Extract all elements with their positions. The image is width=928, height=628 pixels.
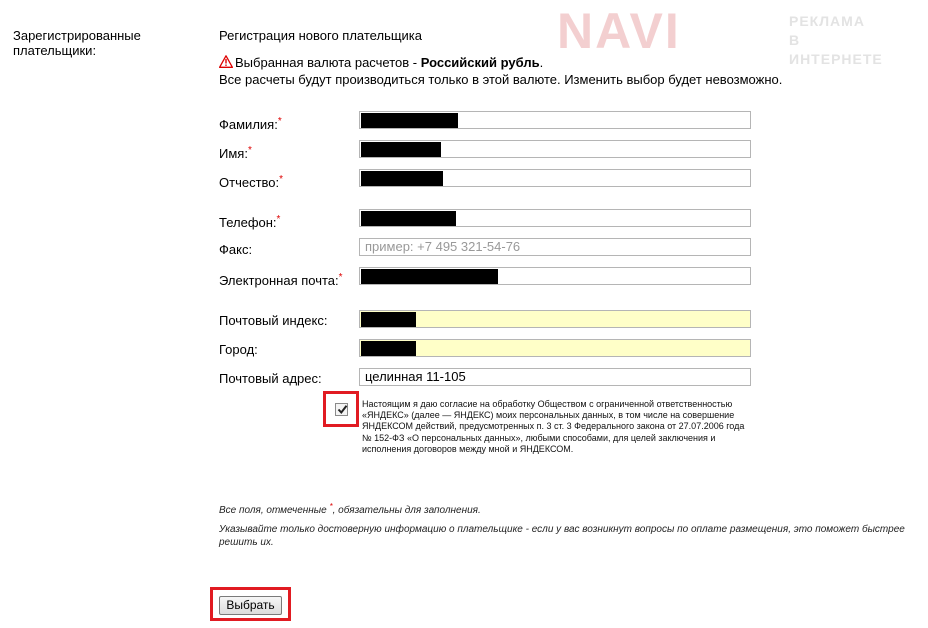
submit-highlight	[210, 587, 291, 621]
patronymic-label: Отчество:*	[219, 174, 284, 190]
currency-name: Российский рубль	[420, 55, 540, 70]
phone-input[interactable]	[359, 209, 751, 227]
consent-checkbox[interactable]	[335, 403, 348, 416]
address-label: Почтовый адрес:	[219, 371, 322, 386]
patronymic-input[interactable]	[359, 169, 751, 187]
fax-label: Факс:	[219, 242, 253, 257]
select-button[interactable]: Выбрать	[219, 596, 282, 615]
registered-payers-label: Зарегистрированные плательщики:	[13, 28, 141, 58]
warning-icon	[219, 55, 233, 68]
watermark-logo-text: NAVI	[557, 3, 681, 59]
city-label: Город:	[219, 342, 258, 357]
watermark-tagline: РЕКЛАМА В ИНТЕРНЕТЕ	[789, 13, 883, 67]
redacted-value	[361, 113, 458, 128]
postal-code-label: Почтовый индекс:	[219, 313, 328, 328]
fax-input[interactable]: пример: +7 495 321-54-76	[359, 238, 751, 256]
first-name-label: Имя:*	[219, 145, 252, 161]
address-input[interactable]: целинная 11-105	[359, 368, 751, 386]
postal-code-input[interactable]	[359, 310, 751, 328]
consent-highlight	[323, 391, 359, 427]
first-name-input[interactable]	[359, 140, 751, 158]
last-name-input[interactable]	[359, 111, 751, 129]
email-label: Электронная почта:*	[219, 272, 343, 288]
redacted-value	[361, 269, 498, 284]
redacted-value	[361, 341, 416, 356]
phone-label: Телефон:*	[219, 214, 281, 230]
last-name-label: Фамилия:*	[219, 116, 282, 132]
redacted-value	[361, 211, 456, 226]
redacted-value	[361, 142, 441, 157]
redacted-value	[361, 312, 416, 327]
city-input[interactable]	[359, 339, 751, 357]
checkmark-icon	[337, 404, 348, 415]
currency-notice: Выбранная валюта расчетов - Российский рубль.	[219, 54, 543, 71]
accuracy-note: Указывайте только достоверную информацию о плательщике - если у вас возникнут вопросы по оплате размещения, это поможет быстрее решить их.	[219, 524, 905, 548]
currency-notice-detail: Все расчеты будут производиться только в этой валюте. Изменить выбор будет невозможно.	[219, 72, 783, 87]
required-fields-note: Все поля, отмеченные *, обязательны для заполнения.	[219, 502, 481, 516]
email-input[interactable]	[359, 267, 751, 285]
redacted-value	[361, 171, 443, 186]
consent-text: Настоящим я даю согласие на обработку Обществом с ограниченной ответственностью «ЯНДЕКС» (далее — ЯНДЕКС) моих персональных данных, в том числе на совершение ЯНДЕКСОМ действий, предусмотренных п. 3 ст. 3 Федерального закона от 27.07.2006 года № 152-ФЗ «О персональных данных», любыми способами, для целей заключения и исполнения договоров между мной и ЯНДЕКСОМ.	[362, 399, 745, 454]
page-title: Регистрация нового плательщика	[219, 28, 422, 43]
